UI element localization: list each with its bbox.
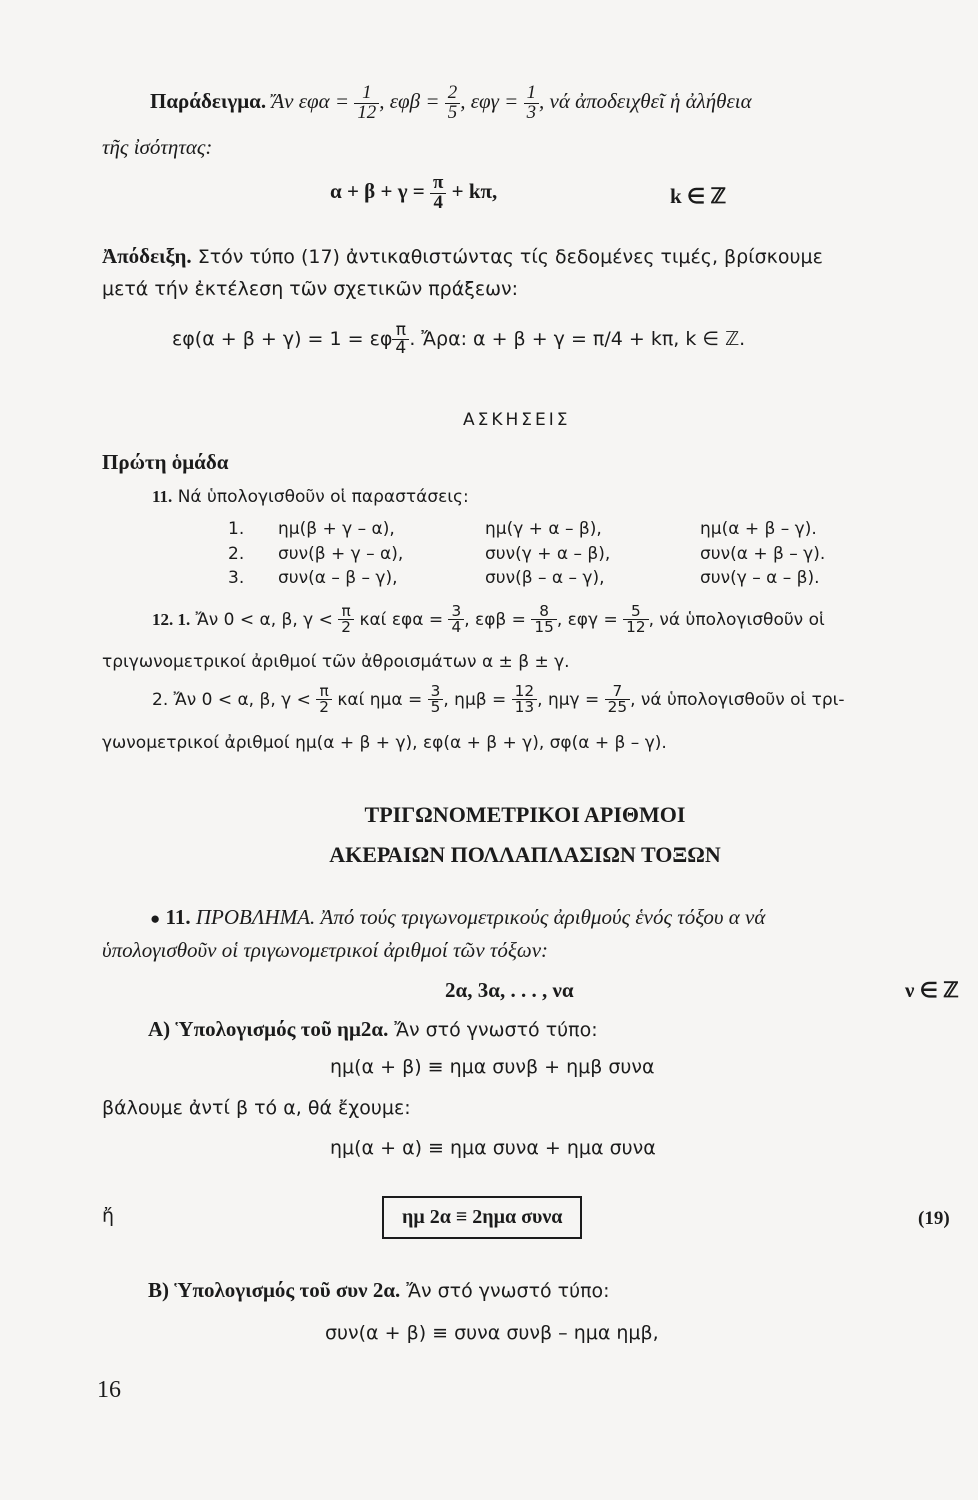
row-number: 3. xyxy=(228,568,245,588)
denominator: 12 xyxy=(623,619,648,635)
formula-sin-double-step: ημ(α + α) ≡ ημα συνα + ημα συνα xyxy=(330,1137,656,1159)
example-label: Παράδειγμα. xyxy=(150,89,267,114)
expression: συν(α + β – γ). xyxy=(700,544,826,564)
part-a-label: A) Ὑπολογισμός τοῦ ημ2α. xyxy=(148,1017,389,1041)
numerator: π xyxy=(341,602,351,620)
bullet-icon: ● xyxy=(150,909,161,928)
numerator: 5 xyxy=(631,602,641,620)
exercise-row xyxy=(228,568,244,588)
numerator: 2 xyxy=(447,82,458,103)
problem-line-2: ὑπολογισθοῦν οἱ τριγωνομετρικοί ἀριθμοί τῶν τόξων: xyxy=(102,938,549,962)
denominator: 5 xyxy=(445,103,460,123)
denominator: 3 xyxy=(524,103,539,123)
proof-text-1: Στόν τύπο (17) ἀντικαθιστώντας τίς δεδομένες τιμές, βρίσκουμε xyxy=(197,246,823,268)
example-equation xyxy=(330,174,497,213)
denominator: 13 xyxy=(512,699,537,715)
boxed-formula-sin-2a: ημ 2α ≡ 2ημα συνα xyxy=(382,1196,582,1239)
fraction xyxy=(623,604,648,636)
eq-right: + kπ, xyxy=(451,179,498,204)
numerator: 3 xyxy=(451,602,462,620)
expression: συν(β + γ – α), xyxy=(278,544,404,564)
exercise-row xyxy=(228,544,244,564)
exercise-row xyxy=(228,519,244,539)
exercise-number: 12. 1. xyxy=(152,609,191,629)
text: , νά ὑπολογισθοῦν οἱ τρι- xyxy=(630,689,845,710)
fraction xyxy=(512,684,537,716)
problem-line-1 xyxy=(150,905,765,930)
text: , ημβ = xyxy=(443,689,507,710)
denominator: 4 xyxy=(448,619,464,635)
text: , ημγ = xyxy=(537,689,600,710)
text: Ἄν 0 < α, β, γ < xyxy=(195,609,333,630)
numerator: 12 xyxy=(514,682,535,700)
proof-line-2: μετά τήν ἐκτέλεση τῶν σχετικῶν πράξεων: xyxy=(102,278,519,300)
row-number: 1. xyxy=(228,519,245,539)
numerator: π xyxy=(395,320,407,340)
text: 2. Ἄν 0 < α, β, γ < xyxy=(152,689,311,710)
denominator: 2 xyxy=(338,619,354,635)
denominator: 15 xyxy=(531,619,556,635)
text: καί ημα = xyxy=(337,689,423,710)
formula-sin-sum: ημ(α + β) ≡ ημα συνβ + ημβ συνα xyxy=(330,1056,655,1078)
fraction xyxy=(338,604,354,636)
expression: συν(γ + α – β), xyxy=(485,544,611,564)
tan-b-label: , εφβ = xyxy=(379,89,440,114)
text: , εφγ = xyxy=(556,609,618,630)
problem-list: 2α, 3α, . . . , να xyxy=(445,978,574,1002)
problem-label: ΠΡΟΒΛΗΜΑ. xyxy=(195,905,316,929)
problem-text-1: Ἀπό τούς τριγωνομετρικούς ἀριθμούς ἑνός τόξου α νά xyxy=(320,905,766,929)
expression: συν(α – β – γ), xyxy=(278,568,398,588)
example-text: Ἄν xyxy=(271,89,294,114)
exercise-number: 11. xyxy=(152,487,173,506)
problem-nz: ν ∈ ℤ xyxy=(905,978,959,1002)
eq-right: . Ἄρα: α + β + γ = π/4 + kπ, k ∈ ℤ. xyxy=(409,328,746,351)
part-b-text: Ἄν στό γνωστό τύπο: xyxy=(406,1280,610,1302)
tan-a-label: εφα = xyxy=(298,89,350,114)
tan-g-label: , εφγ = xyxy=(460,89,519,114)
example-text-end: , νά ἀποδειχθεῖ ἡ ἀλήθεια xyxy=(539,89,752,114)
fraction xyxy=(354,84,379,123)
page-number: 16 xyxy=(97,1377,121,1403)
denominator: 25 xyxy=(605,699,630,715)
section-title-2: ΑΚΕΡΑΙΩΝ ΠΟΛΛΑΠΛΑΣΙΩΝ ΤΟΞΩΝ xyxy=(329,842,721,867)
text: , εφβ = xyxy=(464,609,526,630)
part-a-text: Ἄν στό γνωστό τύπο: xyxy=(394,1019,598,1041)
fraction xyxy=(428,684,444,716)
numerator: 1 xyxy=(362,82,372,103)
proof-equation xyxy=(172,322,745,357)
expression: συν(β – α – γ), xyxy=(485,568,605,588)
part-a-heading xyxy=(148,1017,598,1042)
exercise-text: Νά ὑπολογισθοῦν οἱ παραστάσεις: xyxy=(177,487,469,507)
denominator: 12 xyxy=(354,103,379,123)
expression: ημ(β + γ – α), xyxy=(278,519,395,539)
expression: ημ(γ + α – β), xyxy=(485,519,602,539)
proof-label: Ἀπόδειξη. xyxy=(102,244,192,268)
denominator: 4 xyxy=(430,193,446,213)
part-b-label: B) Ὑπολογισμός τοῦ συν 2α. xyxy=(148,1278,401,1302)
text: καί εφα = xyxy=(359,609,444,630)
exercises-title: ΑΣΚΗΣΕΙΣ xyxy=(463,410,571,430)
part-b-heading xyxy=(148,1278,610,1303)
fraction xyxy=(448,604,464,636)
or-word: ἤ xyxy=(102,1205,115,1227)
part-a-text-2: βάλουμε ἀντί β τό α, θά ἔχουμε: xyxy=(102,1097,411,1119)
numerator: π xyxy=(433,172,444,193)
example-line-2: τῆς ἰσότητας: xyxy=(102,135,213,159)
denominator: 4 xyxy=(392,339,409,357)
exercise-12-line-2: τριγωνομετρικοί ἀριθμοί τῶν ἀθροισμάτων α ± β ± γ. xyxy=(102,652,570,672)
numerator: 7 xyxy=(612,682,623,700)
eq-left: α + β + γ = xyxy=(330,179,425,204)
eq-left: εφ(α + β + γ) = 1 = εφ xyxy=(172,328,393,351)
section-title-1: ΤΡΙΓΩΝΟΜΕΤΡΙΚΟΙ ΑΡΙΘΜΟΙ xyxy=(364,802,686,827)
exercise-12-part-2 xyxy=(152,684,845,716)
fraction xyxy=(392,322,409,357)
equation-number: (19) xyxy=(918,1208,950,1229)
denominator: 2 xyxy=(316,699,332,715)
numerator: 3 xyxy=(430,682,441,700)
fraction xyxy=(430,174,446,213)
example-line xyxy=(150,84,752,123)
denominator: 5 xyxy=(428,699,444,715)
expression: ημ(α + β – γ). xyxy=(700,519,817,539)
proof-line-1 xyxy=(102,244,823,269)
problem-number: 11. xyxy=(165,905,191,929)
formula-cos-sum: συν(α + β) ≡ συνα συνβ – ημα ημβ, xyxy=(325,1322,659,1344)
fraction xyxy=(605,684,630,716)
text: , νά ὑπολογισθοῦν οἱ xyxy=(648,609,825,630)
fraction xyxy=(531,604,556,636)
fraction xyxy=(316,684,332,716)
fraction xyxy=(524,84,539,123)
exercise-12-part-1 xyxy=(152,604,825,636)
numerator: 8 xyxy=(539,602,549,620)
expression: συν(γ – α – β). xyxy=(700,568,820,588)
numerator: π xyxy=(319,682,329,700)
example-k-integer: k ∈ ℤ xyxy=(670,184,727,208)
row-number: 2. xyxy=(228,544,245,564)
fraction xyxy=(445,84,460,123)
exercise-group: Πρώτη ὁμάδα xyxy=(102,450,229,474)
numerator: 1 xyxy=(526,82,537,103)
exercise-12-line-4: γωνομετρικοί ἀριθμοί ημ(α + β + γ), εφ(α + β + γ), σφ(α + β – γ). xyxy=(102,733,667,753)
exercise-11-intro xyxy=(152,487,469,507)
